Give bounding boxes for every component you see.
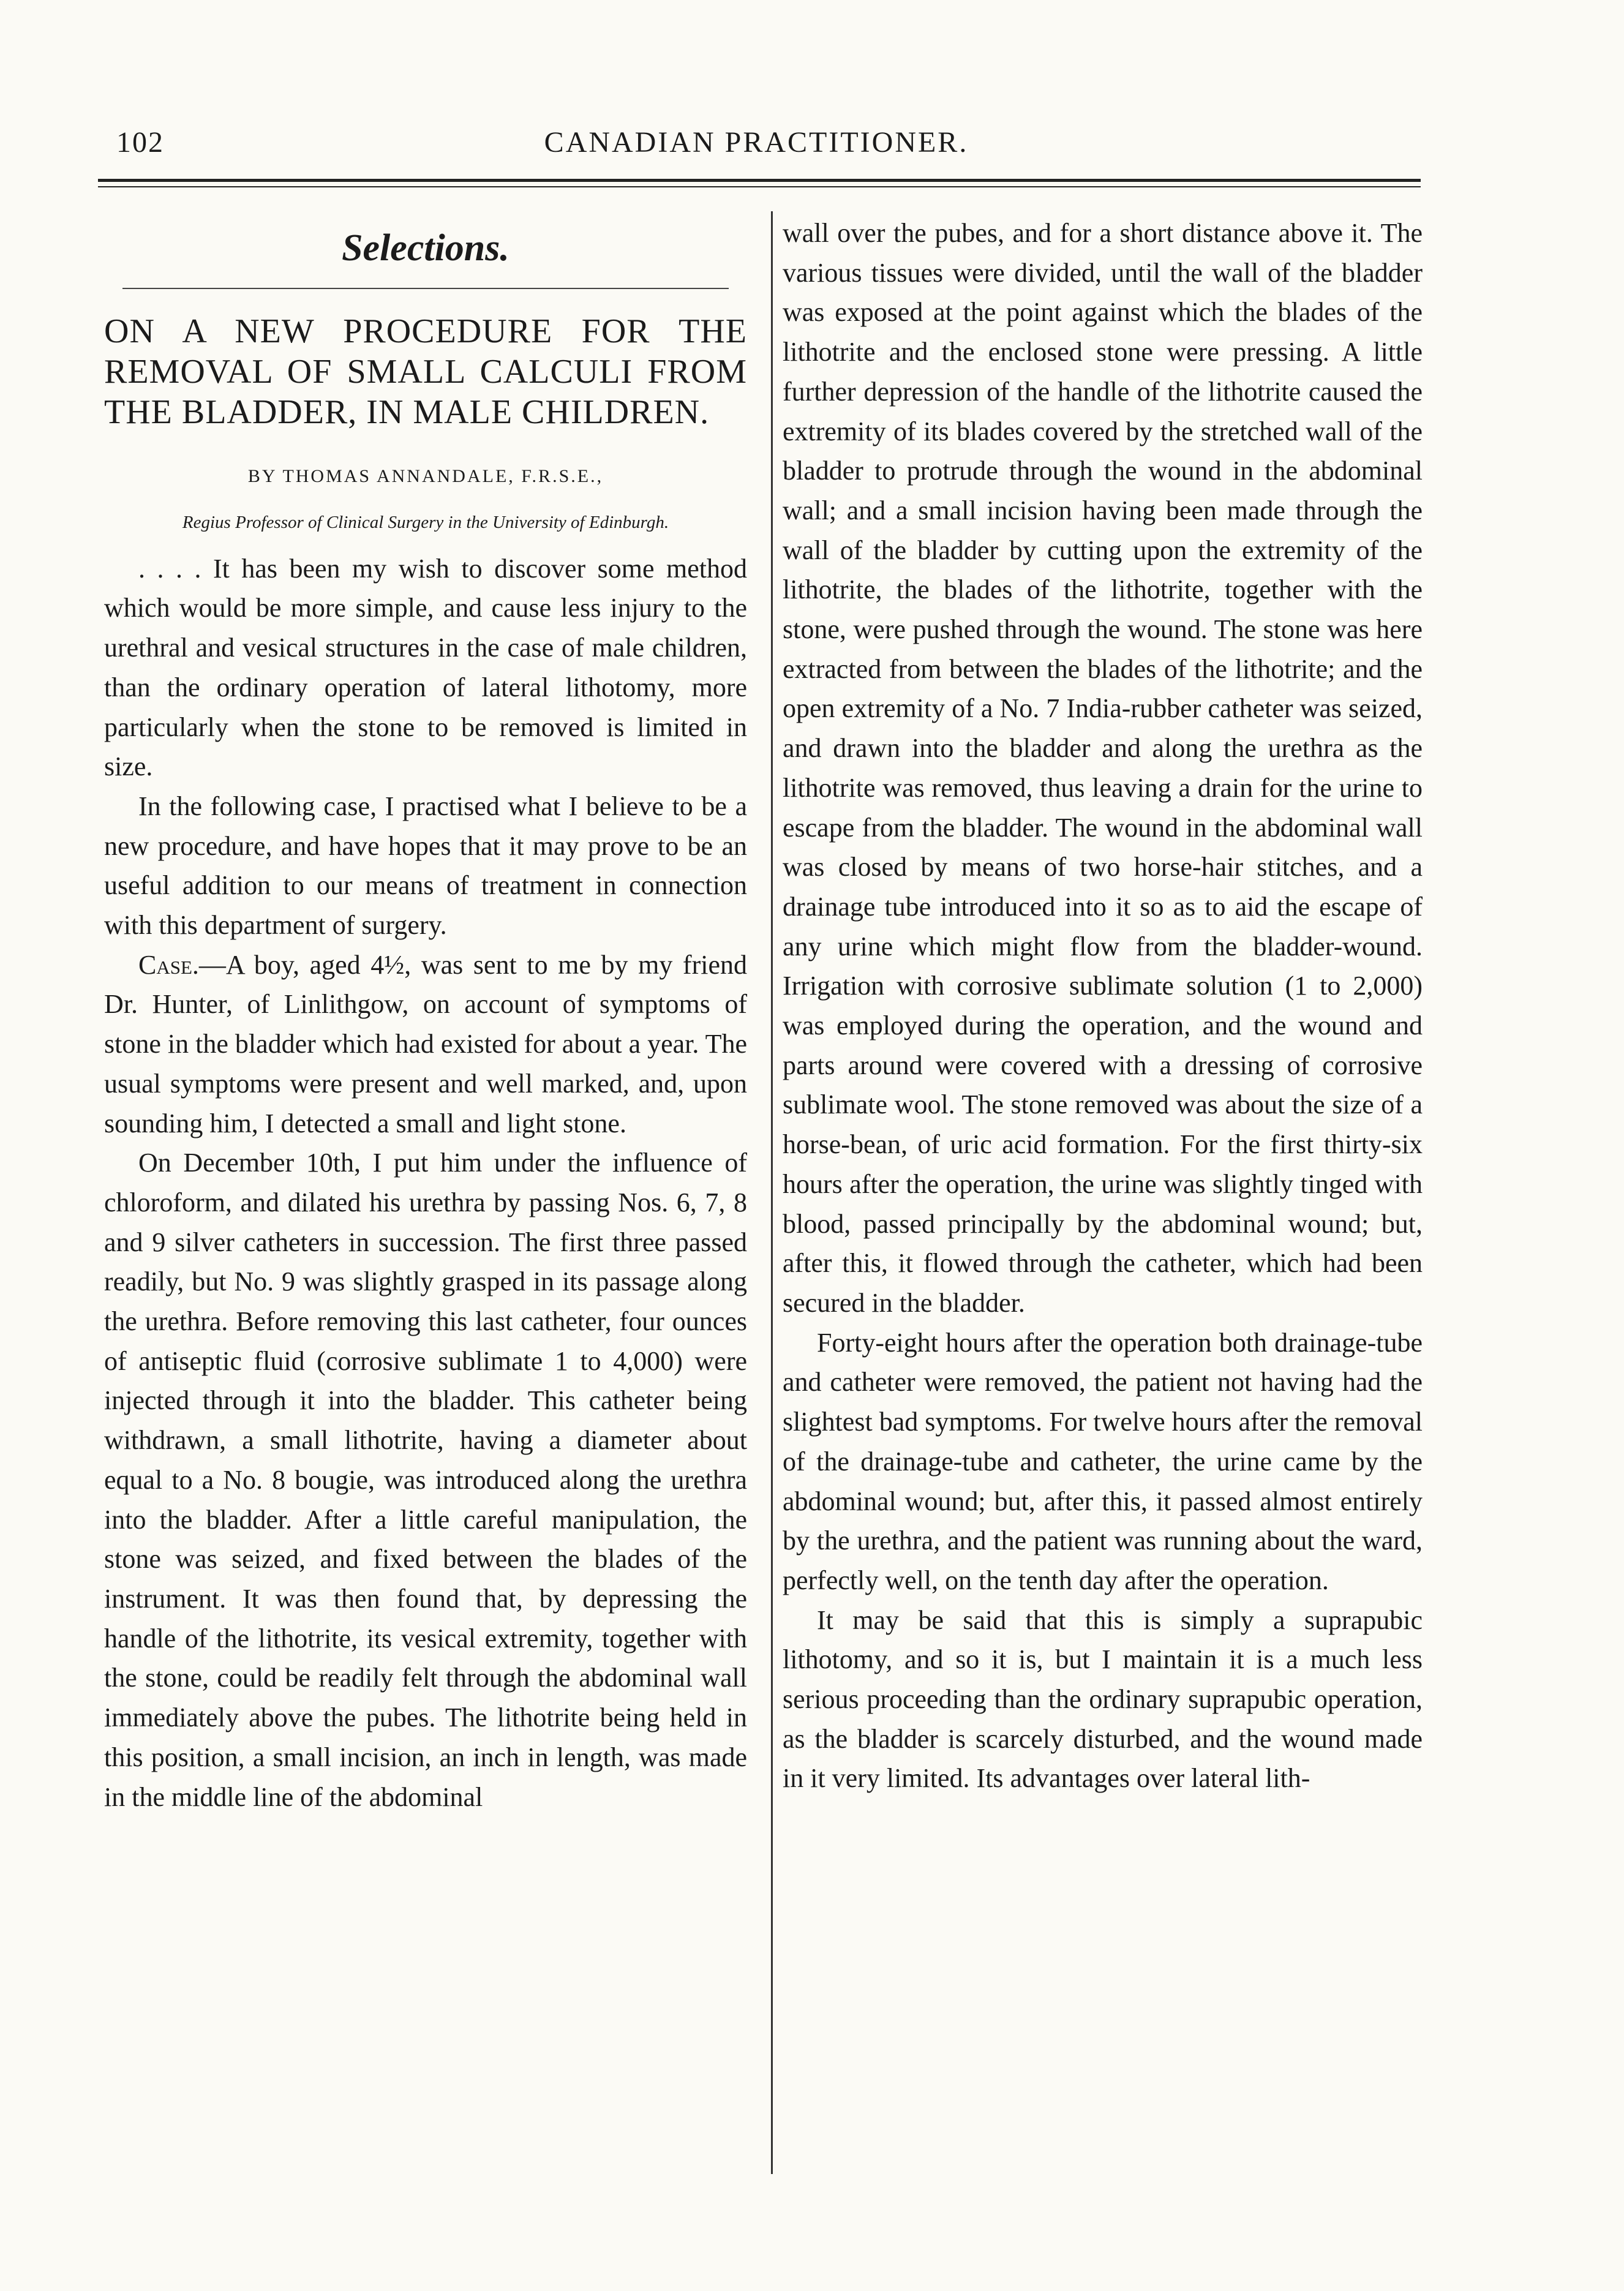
paragraph: . . . . It has been my wish to discover some method which would be more simple, and cause less injury to the urethral and vesical structures in the case of male children, than the ordinary operation of lateral lithotomy, more particularly when the stone to be removed is limited in size. xyxy=(104,553,747,782)
paragraph xyxy=(104,946,747,1144)
page-number: 102 xyxy=(116,126,164,159)
case-text: —A boy, aged 4½, was sent to me by my friend Dr. Hunter, of Linlithgow, on account of symptoms of stone in the bladder which had existed for about a year. The usual symptoms were present and well marked, and, upon sounding him, I detected a small and light stone. xyxy=(104,949,747,1138)
paragraph: In the following case, I practised what I believe to be a new procedure, and have hopes that it may prove to be an useful addition to our means of treatment in connection with this department of surgery. xyxy=(104,791,747,941)
left-column xyxy=(104,220,747,1817)
page-header xyxy=(92,126,1421,175)
column-divider xyxy=(771,211,773,2174)
author-affiliation: Regius Professor of Clinical Surgery in the University of Edinburgh. xyxy=(182,512,669,532)
paragraph: Forty-eight hours after the operation both drainage-tube and catheter were removed, the patient not having had the slightest bad symptoms. For twelve hours after the removal of the drainage-tube and catheter, the urine came by the abdominal wound; but, after this, it passed almost entirely by the urethra, and the patient was running about the ward, perfectly well, on the tenth day after the operation. xyxy=(783,1327,1423,1595)
right-column xyxy=(783,214,1423,1799)
section-heading: Selections. xyxy=(342,227,509,269)
case-lead: Case. xyxy=(138,949,199,980)
paragraph: wall over the pubes, and for a short distance above it. The various tissues were divided, until the wall of the bladder was exposed at the point against which the blades of the lithotrite and the enclosed stone were pressing. A little further depression of the handle of the lithotrite caused the extremity of its blades covered by the stretched wall of the bladder to protrude through the wound in the abdominal wall; and a small incision having been made through the wall of the bladder by cutting upon the extremity of the lithotrite, the blades of the lithotrite, together with the stone, were pushed through the wound. The stone was here extracted from between the blades of the lithotrite; and the open extremity of a No. 7 India-rubber catheter was seized, and drawn into the bladder and along the urethra as the lithotrite was removed, thus leaving a drain for the urine to escape from the bladder. The wound in the abdominal wall was closed by means of two horse-hair stitches, and a drainage tube introduced into it so as to aid the escape of any urine which might flow from the bladder-wound. Irrigation with corrosive sublimate solution (1 to 2,000) was employed during the operation, and the wound and parts around were covered with a dressing of corrosive sublimate wool. The stone removed was about the size of a horse-bean, of uric acid formation. For the first thirty-six hours after the operation, the urine was slightly tinged with blood, passed principally by the abdominal wound; but, after this, it flowed through the catheter, which had been secured in the bladder. xyxy=(783,218,1423,1318)
paragraph: On December 10th, I put him under the influence of chloroform, and dilated his urethra by passing Nos. 6, 7, 8 and 9 silver catheters in succession. The first three passed readily, but No. 9 was slightly grasped in its passage along the urethra. Before removing this last catheter, four ounces of antiseptic fluid (corrosive sublimate 1 to 4,000) were injected through it into the bladder. This catheter being withdrawn, a small lithotrite, having a diameter about equal to a No. 8 bougie, was introduced along the urethra into the bladder. After a little careful manipulation, the stone was seized, and fixed between the blades of the instrument. It was then found that, by depressing the handle of the lithotrite, its vesical extremity, together with the stone, could be readily felt through the abdominal wall immediately above the pubes. The lithotrite being held in this position, a small incision, an inch in length, was made in the middle line of the abdominal xyxy=(104,1148,747,1812)
header-rule-thick xyxy=(98,179,1421,182)
article-byline: BY THOMAS ANNANDALE, F.R.S.E., xyxy=(247,466,604,486)
paragraph: It may be said that this is simply a suprapubic lithotomy, and so it is, but I maintain it is a much less serious proceeding than the ordinary suprapubic operation, as the bladder is scarcely disturbed, and the wound made in it very limited. Its advantages over lateral lith- xyxy=(783,1604,1423,1794)
running-title: CANADIAN PRACTITIONER. xyxy=(544,126,969,159)
header-rule-thin xyxy=(98,186,1421,187)
article-title: ON A NEW PROCEDURE FOR THE REMOVAL OF SMALL CALCULI FROM THE BLADDER, IN MALE CHILDREN. xyxy=(104,312,747,431)
section-rule xyxy=(122,288,729,289)
